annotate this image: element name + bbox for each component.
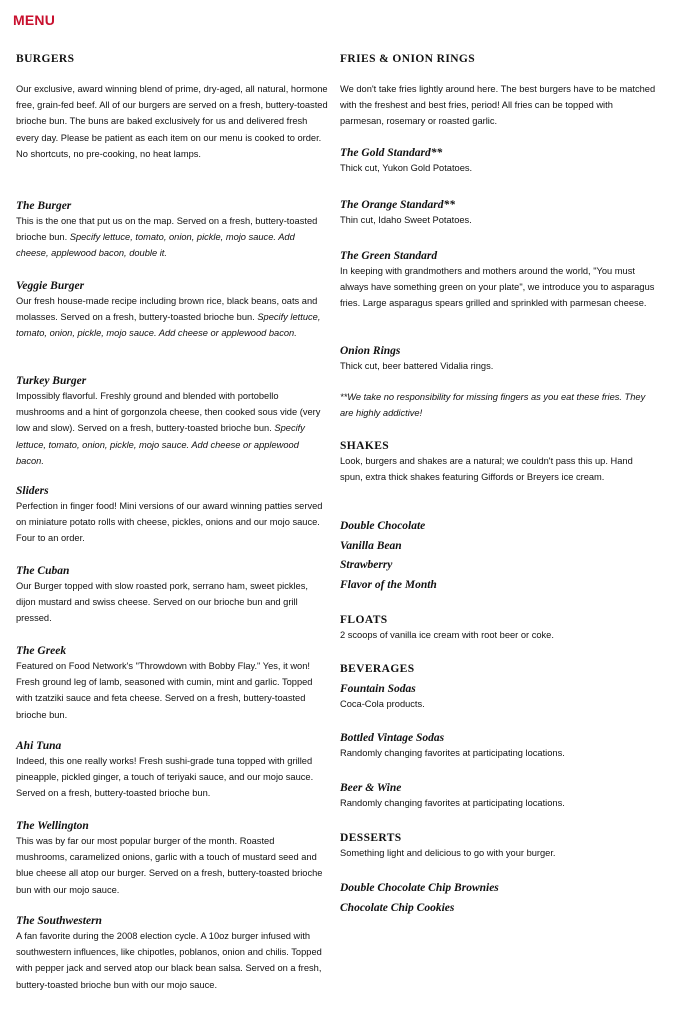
item-description: Impossibly flavorful. Freshly ground and blended with portobello mushrooms and a hint of gorgonzola cheese, then cooked sous vide (very low and slow). Served on a fresh, buttery-toasted brioche bun. Specify lettuce, tomato, onion, pickle, mojo sauce. Add cheese or applewood bacon. [16,391,321,466]
item-description: Randomly changing favorites at participating locations. [340,798,565,808]
menu-item-the-cuban [16,564,328,627]
shake-flavor: Double Chocolate [340,520,426,532]
desserts-description: Something light and delicious to go with your burger. [340,848,556,858]
burgers-intro: Our exclusive, award winning blend of prime, dry-aged, all natural, hormone free, grain-fed beef. All of our burgers are served on a fresh, buttery-toasted brioche bun. The buns are baked exclusively for us and delivered fresh every day. Please be patient as each item on our menu is cooked to order. No shortcuts, no pre-cooking, no heat lamps. [16,84,328,159]
beverages-heading: BEVERAGES [340,663,415,675]
item-description: This was by far our most popular burger of the month. Roasted mushrooms, caramelized onions, garlic with a touch of mustard seed and blue cheese all atop our burger. Served on a fresh, buttery-toasted brioche bun with our mojo sauce. [16,836,323,895]
menu-item-turkey-burger [16,374,328,469]
item-name: The Orange Standard** [340,199,456,211]
item-name: Bottled Vintage Sodas [340,732,445,744]
shakes-heading: SHAKES [340,440,390,452]
item-name: The Burger [16,200,72,212]
shake-flavor: Flavor of the Month [340,579,437,591]
item-name: The Southwestern [16,915,102,927]
item-description: Our fresh house-made recipe including brown rice, black beans, oats and molasses. Served on a fresh, buttery-toasted brioche bun. Specify lettuce, tomato, onion, pickle, mojo sauce. Add cheese or applewood bacon. [16,296,321,339]
menu-item-orange-standard [340,198,658,228]
item-description: Coca-Cola products. [340,699,425,709]
shakes-intro: Look, burgers and shakes are a natural; we couldn't pass this up. Hand spun, extra thick shakes featuring Giffords or Breyers ice cream. [340,456,633,483]
floats-description: 2 scoops of vanilla ice cream with root beer or coke. [340,630,554,640]
item-name: The Greek [16,645,67,657]
menu-item-gold-standard [340,146,658,176]
item-name: Sliders [16,485,49,497]
menu-item-green-standard [340,249,658,312]
fries-footnote: **We take no responsibility for missing fingers as you eat these fries. They are highly addictive! [340,392,646,419]
fries-intro: We don't take fries lightly around here. The best burgers have to be matched with the freshest and best fries, period! All fries can be topped with parmesan, rosemary or roasted garlic. [340,84,656,127]
menu-item-the-southwestern [16,914,328,993]
menu-title: MENU [13,12,56,28]
item-name: Beer & Wine [340,782,402,794]
menu-item-ahi-tuna [16,739,328,802]
shake-flavor: Strawberry [340,559,393,571]
menu-item-the-greek [16,644,328,723]
item-description: Indeed, this one really works! Fresh sushi-grade tuna topped with grilled pineapple, pickled ginger, a touch of teriyaki sauce, and our mojo sauce. Served on a fresh, buttery-toasted brioche bun. [16,756,314,799]
item-name: The Cuban [16,565,70,577]
desserts-heading: DESSERTS [340,832,402,844]
item-description: Featured on Food Network's "Throwdown with Bobby Flay." Yes, it won! Fresh ground leg of lamb, seasoned with cumin, mint and garlic. Topped with tzatziki sauce and feta cheese. Served on a fresh, buttery-toasted brioche bun. [16,661,313,720]
item-description: Randomly changing favorites at participating locations. [340,748,565,758]
item-name: The Green Standard [340,250,438,262]
floats-heading: FLOATS [340,614,388,626]
item-name: The Gold Standard** [340,147,443,159]
item-description: Thick cut, beer battered Vidalia rings. [340,361,494,371]
menu-item-beer-wine [340,781,658,811]
menu-item-sliders [16,484,328,547]
dessert-item: Double Chocolate Chip Brownies [340,882,499,894]
item-description: Thin cut, Idaho Sweet Potatoes. [340,215,472,225]
item-description: A fan favorite during the 2008 election cycle. A 10oz burger infused with southwestern influences, like chipotles, poblanos, onion and chilis. Topped with pepper jack and served atop our black bean salsa. Served on a fresh, buttery-toasted brioche bun with our mojo sauce. [16,931,322,990]
menu-item-onion-rings [340,344,658,374]
item-name: Ahi Tuna [16,740,62,752]
item-name: Veggie Burger [16,280,85,292]
shake-flavor: Vanilla Bean [340,540,402,552]
menu-item-veggie-burger [16,279,328,342]
item-description: This is the one that put us on the map. Served on a fresh, buttery-toasted brioche bun. Specify lettuce, tomato, onion, pickle, mojo sauce. Add cheese, applewood bacon, double it. [16,216,318,259]
menu-item-the-wellington [16,819,328,898]
item-name: Onion Rings [340,345,401,357]
menu-item-the-burger [16,199,328,262]
item-name: The Wellington [16,820,89,832]
item-name: Turkey Burger [16,375,87,387]
burgers-heading: BURGERS [16,53,75,65]
item-description: Thick cut, Yukon Gold Potatoes. [340,163,473,173]
dessert-item: Chocolate Chip Cookies [340,902,455,914]
item-description: Perfection in finger food! Mini versions of our award winning patties served on miniature potato rolls with cheese, pickles, onions and our mojo sauce. Four to an order. [16,501,323,544]
menu-item-bottled-vintage-sodas [340,731,658,761]
item-description: In keeping with grandmothers and mothers around the world, "You must always have something green on your plate", we introduce you to asparagus fries. Large asparagus spears grilled and sprinkled with parmesan cheese. [340,266,655,309]
item-description: Our Burger topped with slow roasted pork, serrano ham, sweet pickles, dijon mustard and swiss cheese. Served on our brioche bun and grill pressed. [16,581,308,624]
menu-item-fountain-sodas [340,682,658,712]
item-name: Fountain Sodas [340,683,416,695]
fries-heading: FRIES & ONION RINGS [340,53,476,65]
